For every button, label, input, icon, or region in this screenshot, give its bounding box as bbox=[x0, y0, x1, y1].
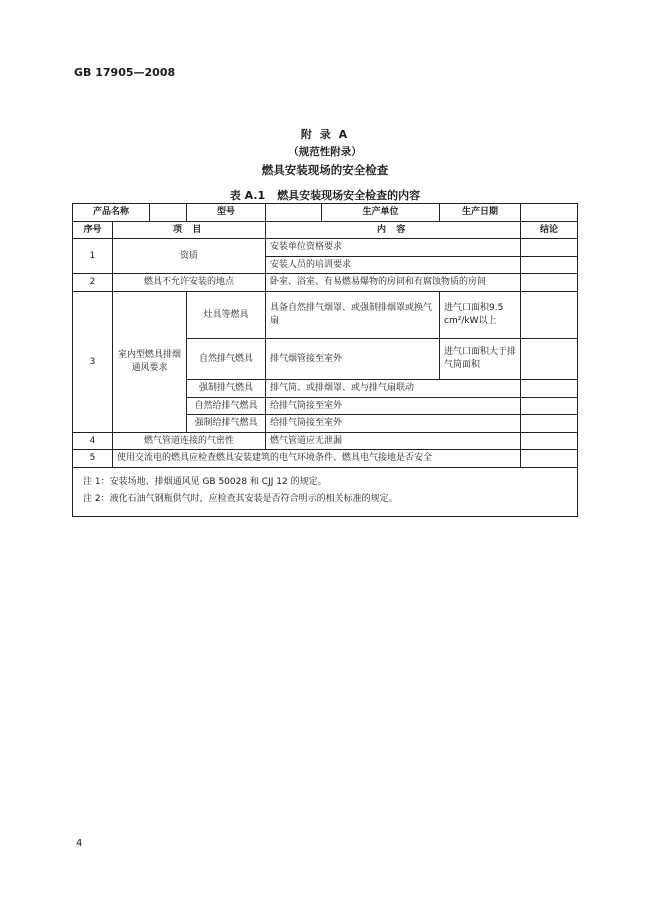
annex-name: 燃具安装现场的安全检查 bbox=[261, 163, 389, 177]
row4-content: 燃气管道应无泄漏 bbox=[266, 432, 521, 450]
row5-no: 5 bbox=[73, 450, 113, 468]
header-content: 内 容 bbox=[266, 221, 521, 239]
standard-number: GB 17905—2008 bbox=[74, 66, 176, 79]
row1-no: 1 bbox=[73, 239, 113, 274]
row5-content: 使用交流电的燃具应检查燃具安装建筑的电气环境条件、燃具电气接地是否安全 bbox=[113, 450, 521, 468]
row3-sub-conclusion bbox=[521, 379, 578, 397]
inspection-table bbox=[72, 203, 578, 517]
page-number: 4 bbox=[76, 838, 83, 849]
row4-conclusion bbox=[521, 432, 578, 450]
table-row bbox=[73, 450, 578, 468]
row3-sub-name: 自然排气燃具 bbox=[187, 338, 266, 379]
row3-sub-content: 排气筒、或排烟罩、或与排气扇联动 bbox=[266, 379, 521, 397]
row1-conclusion-1 bbox=[521, 239, 578, 257]
header-item: 项 目 bbox=[113, 221, 266, 239]
row4-no: 4 bbox=[73, 432, 113, 450]
table-row bbox=[73, 291, 578, 338]
model-value bbox=[266, 204, 322, 222]
row1-conclusion-2 bbox=[521, 256, 578, 274]
table-row bbox=[73, 274, 578, 292]
row3-sub-name: 灶具等燃具 bbox=[187, 291, 266, 338]
row1-content-1: 安装单位资格要求 bbox=[266, 239, 521, 257]
production-date-value bbox=[521, 204, 578, 222]
row5-conclusion bbox=[521, 450, 578, 468]
annex-title: 附 录 A bbox=[300, 128, 350, 141]
production-date-label: 生产日期 bbox=[440, 204, 521, 222]
table-note: 注 2：液化石油气钢瓶供气时，应检查其安装是否符合明示的相关标准的规定。 bbox=[83, 494, 398, 505]
manufacturer-label: 生产单位 bbox=[322, 204, 440, 222]
row3-sub-conclusion bbox=[521, 397, 578, 415]
row3-sub-conclusion bbox=[521, 338, 578, 379]
row3-sub-extra: 进气口面积9.5 cm²/kW以上 bbox=[440, 291, 521, 338]
row3-sub-content: 给排气筒接至室外 bbox=[266, 415, 521, 433]
notes-row bbox=[73, 467, 578, 516]
header-no: 序号 bbox=[73, 221, 113, 239]
table-row bbox=[73, 432, 578, 450]
row1-content-2: 安装人员的培训要求 bbox=[266, 256, 521, 274]
header-conclusion: 结论 bbox=[521, 221, 578, 239]
annex-type: （规范性附录） bbox=[288, 146, 362, 158]
row3-sub-name: 自然给排气燃具 bbox=[187, 397, 266, 415]
table-note: 注 1：安装场地、排烟通风见 GB 50028 和 CJJ 12 的规定。 bbox=[83, 476, 327, 487]
row3-sub-extra: 进气口面积大于排气筒面积 bbox=[440, 338, 521, 379]
product-name-value bbox=[150, 204, 187, 222]
table-row bbox=[73, 239, 578, 257]
table-caption bbox=[0, 187, 650, 203]
row3-sub-conclusion bbox=[521, 291, 578, 338]
row1-item: 资质 bbox=[113, 239, 266, 274]
row3-sub-conclusion bbox=[521, 415, 578, 433]
row3-no: 3 bbox=[73, 291, 113, 432]
row3-sub-name: 强制给排气燃具 bbox=[187, 415, 266, 433]
table-caption-title: 燃具安装现场安全检查的内容 bbox=[277, 189, 421, 202]
row3-sub-name: 强制排气燃具 bbox=[187, 379, 266, 397]
product-info-row bbox=[73, 204, 578, 222]
table-notes bbox=[73, 467, 578, 516]
product-name-label: 产品名称 bbox=[73, 204, 150, 222]
row4-item: 燃气管道连接的气密性 bbox=[113, 432, 266, 450]
header-row bbox=[73, 221, 578, 239]
model-label: 型号 bbox=[187, 204, 266, 222]
row2-conclusion bbox=[521, 274, 578, 292]
row2-no: 2 bbox=[73, 274, 113, 292]
row2-content: 卧室、浴室、有易燃易爆物的房间和有腐蚀物质的房间 bbox=[266, 274, 521, 292]
row3-sub-content: 具备自然排气烟罩、或强制排烟罩或换气扇 bbox=[266, 291, 440, 338]
row2-item: 燃具不允许安装的地点 bbox=[113, 274, 266, 292]
row3-sub-content: 排气烟管接至室外 bbox=[266, 338, 440, 379]
row3-sub-content: 给排气筒接至室外 bbox=[266, 397, 521, 415]
table-caption-label: 表 A.1 bbox=[229, 189, 266, 202]
row3-item: 室内型燃具排烟通风要求 bbox=[113, 291, 187, 432]
